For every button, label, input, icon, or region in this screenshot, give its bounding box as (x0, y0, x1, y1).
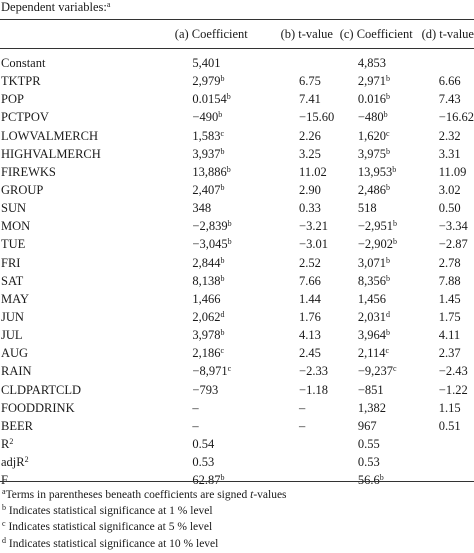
coefficient-c-cell (358, 453, 439, 471)
variable-name: POP (1, 92, 24, 107)
footnote-mark: c (2, 519, 6, 529)
coefficient-a-value: 8,138 (192, 273, 221, 288)
tvalue-b-cell: 1.76 (299, 310, 321, 325)
coefficient-a-value: 2,844 (192, 255, 221, 270)
variable-cell (0, 145, 192, 163)
footnote-text: Terms in parentheses beneath coefficients are signed (5, 489, 251, 501)
coefficient-c-cell (358, 254, 439, 272)
table-row (0, 181, 474, 199)
coefficient-a-value: 0.0154 (192, 92, 227, 107)
coefficient-a-cell (192, 290, 299, 308)
tvalue-b-cell (299, 54, 358, 72)
coefficient-a-significance: b (220, 273, 225, 283)
variable-cell (0, 163, 192, 181)
table-row (0, 235, 474, 253)
coefficient-c-cell (358, 326, 439, 344)
coefficient-a-value: 1,466 (192, 291, 221, 306)
coefficient-a-significance: b (227, 219, 232, 229)
variable-name: HIGHVALMERCH (1, 146, 101, 161)
header-rule (0, 48, 474, 49)
variable-cell (0, 90, 192, 108)
table-caption (1, 0, 110, 14)
coefficient-a-value: 348 (192, 201, 212, 216)
tvalue-b-cell: 2.52 (299, 255, 321, 270)
variable-name: CLDPARTCLD (1, 382, 82, 397)
coefficient-c-value: −2,902 (357, 237, 394, 252)
coefficient-a-value: 2,186 (192, 346, 221, 361)
coefficient-a-cell (192, 453, 299, 471)
coefficient-a-value: 2,979 (192, 74, 221, 89)
results-table (0, 54, 474, 489)
coefficient-a-value: – (192, 400, 199, 415)
caption-text: Dependent variables: (1, 0, 107, 14)
tvalue-d-cell: 2.78 (438, 255, 461, 270)
coefficient-a-cell (192, 235, 299, 253)
tvalue-b-cell: 3.25 (299, 146, 321, 161)
coefficient-c-cell (358, 344, 439, 362)
coefficient-c-value: 2,971 (357, 74, 386, 89)
coefficient-a-significance: b (226, 164, 231, 174)
coefficient-a-cell (192, 108, 299, 126)
footnote (2, 536, 287, 552)
tvalue-b-cell: 0.33 (299, 201, 321, 216)
coefficient-c-value: 967 (357, 418, 377, 433)
tvalue-b-cell: – (299, 418, 306, 433)
coefficient-a-cell (192, 163, 299, 181)
coefficient-a-significance: b (220, 74, 225, 84)
coefficient-c-value: −9,237 (357, 364, 394, 379)
caption-footnote-mark: a (106, 0, 111, 9)
tvalue-d-cell: −2.43 (438, 364, 468, 379)
coefficient-c-significance: b (385, 146, 390, 156)
variable-cell (0, 54, 192, 72)
header-tvalue-b: (b) t-value (280, 27, 333, 42)
tvalue-d-cell: 3.02 (438, 183, 461, 198)
tvalue-d-cell: 4.11 (438, 328, 461, 343)
tvalue-b-cell: 2.45 (299, 346, 321, 361)
variable-name: FIREWKS (1, 164, 56, 179)
coefficient-c-significance: b (379, 473, 384, 483)
coefficient-a-significance: b (220, 183, 225, 193)
tvalue-b-cell (299, 453, 358, 471)
coefficient-a-cell (192, 90, 299, 108)
coefficient-c-value: −851 (357, 382, 384, 397)
tvalue-d-cell: 1.45 (438, 291, 461, 306)
tvalue-d-cell: −2.87 (438, 237, 468, 252)
coefficient-a-significance: b (220, 146, 225, 156)
coefficient-a-significance: c (220, 346, 225, 356)
variable-cell (0, 217, 192, 235)
variable-cell (0, 235, 192, 253)
variable-cell (0, 308, 192, 326)
table-row (0, 435, 474, 453)
tvalue-d-cell: 7.43 (438, 92, 461, 107)
variable-superscript: 2 (24, 455, 29, 465)
header-variable (0, 25, 175, 43)
coefficient-a-value: −3,045 (192, 237, 228, 252)
coefficient-c-value: −2,951 (357, 219, 394, 234)
variable-name: F (1, 473, 8, 488)
variable-cell (0, 272, 192, 290)
footnote-text: Indicates statistical significance at 10 % level (6, 537, 219, 550)
coefficient-c-value: 8,356 (357, 273, 386, 288)
coefficient-a-value: −8,971 (192, 364, 228, 379)
coefficient-c-cell (358, 127, 439, 145)
variable-cell (0, 344, 192, 362)
tvalue-d-cell: −1.22 (438, 382, 468, 397)
tvalue-b-cell: 7.66 (299, 273, 321, 288)
coefficient-a-significance: b (218, 110, 223, 120)
tvalue-b-cell: −2.33 (299, 364, 328, 379)
coefficient-a-cell (192, 326, 299, 344)
footnote-text: Indicates statistical significance at 1 % level (6, 505, 213, 518)
coefficient-a-significance: b (227, 237, 232, 247)
coefficient-a-cell (192, 254, 299, 272)
coefficient-c-significance: c (393, 364, 397, 374)
tvalue-d-cell: 1.75 (438, 310, 461, 325)
coefficient-c-value: 2,114 (357, 346, 386, 361)
coefficient-a-cell (192, 362, 299, 380)
coefficient-a-value: 3,937 (192, 146, 221, 161)
coefficient-c-value: 3,071 (357, 255, 386, 270)
coefficient-c-value: 2,486 (357, 183, 386, 198)
coefficient-c-significance: b (385, 255, 390, 265)
variable-name: LOWVALMERCH (1, 128, 98, 143)
tvalue-b-cell: 2.26 (299, 128, 321, 143)
coefficient-c-significance: b (393, 219, 398, 229)
coefficient-c-significance: b (392, 164, 397, 174)
variable-cell (0, 72, 192, 90)
variable-cell (0, 453, 192, 471)
coefficient-c-significance: b (385, 74, 390, 84)
table-row (0, 399, 474, 417)
coefficient-a-cell (192, 344, 299, 362)
variable-name: Constant (1, 56, 46, 71)
coefficient-a-significance: c (227, 364, 232, 374)
variable-cell (0, 127, 192, 145)
results-table-body (0, 54, 474, 489)
coefficient-c-significance: b (393, 237, 398, 247)
footnote-mark: b (2, 503, 6, 513)
coefficient-a-value: 1,583 (192, 128, 221, 143)
variable-cell (0, 254, 192, 272)
table-row (0, 145, 474, 163)
header-table (0, 25, 474, 43)
footnote-tail: -values (253, 489, 287, 501)
table-row (0, 417, 474, 435)
table-row (0, 163, 474, 181)
top-rule (0, 19, 474, 20)
table-row (0, 272, 474, 290)
table-row (0, 453, 474, 471)
coefficient-a-significance: c (220, 128, 225, 138)
coefficient-c-cell (358, 308, 439, 326)
tvalue-b-cell: 7.41 (299, 92, 321, 107)
variable-cell (0, 435, 192, 453)
coefficient-c-cell (358, 54, 439, 72)
variable-name: MON (1, 219, 31, 234)
coefficient-c-significance: b (385, 92, 390, 102)
variable-cell (0, 199, 192, 217)
variable-name: PCTPOV (1, 110, 49, 125)
tvalue-d-cell: −3.34 (438, 219, 468, 234)
variable-cell (0, 181, 192, 199)
variable-name: AUG (1, 346, 29, 361)
coefficient-c-cell (358, 235, 439, 253)
coefficient-c-value: −480 (357, 110, 384, 125)
coefficient-c-significance: b (383, 110, 388, 120)
coefficient-c-cell (358, 435, 439, 453)
footnote-mark: d (2, 535, 6, 545)
variable-name: JUL (1, 328, 23, 343)
coefficient-c-cell (358, 399, 439, 417)
coefficient-c-value: 3,964 (357, 328, 386, 343)
coefficient-a-cell (192, 127, 299, 145)
coefficient-a-cell (192, 417, 299, 435)
tvalue-b-cell: −1.18 (299, 382, 328, 397)
tvalue-d-cell: 0.51 (438, 418, 461, 433)
coefficient-a-value: 5,401 (192, 56, 221, 71)
coefficient-c-value: 4,853 (357, 56, 386, 71)
tvalue-d-cell: 2.32 (438, 128, 461, 143)
bottom-rule (0, 481, 474, 482)
coefficient-c-cell (358, 108, 439, 126)
variable-name: RAIN (1, 364, 32, 379)
variable-cell (0, 362, 192, 380)
tvalue-d-cell (439, 435, 474, 453)
tvalue-d-cell: 11.09 (438, 164, 467, 179)
coefficient-c-cell (358, 181, 439, 199)
variable-name: FOODDRINK (1, 400, 75, 415)
coefficient-a-value: −490 (192, 110, 219, 125)
variable-name: SAT (1, 273, 24, 288)
coefficient-a-cell (192, 54, 299, 72)
coefficient-a-cell (192, 308, 299, 326)
coefficient-c-significance: b (385, 273, 390, 283)
coefficient-a-value: −793 (192, 382, 219, 397)
table-row (0, 326, 474, 344)
tvalue-d-cell: −16.62 (438, 110, 474, 125)
tvalue-d-cell (439, 453, 474, 471)
coefficient-c-cell (358, 163, 439, 181)
coefficient-c-value: 518 (357, 201, 377, 216)
coefficient-a-significance: d (220, 310, 225, 320)
variable-cell (0, 399, 192, 417)
coefficient-a-value: 13,886 (192, 164, 227, 179)
coefficient-c-cell (358, 362, 439, 380)
variable-superscript: 2 (9, 437, 14, 447)
variable-name: TKTPR (1, 74, 41, 89)
coefficient-a-significance: b (220, 473, 225, 483)
coefficient-c-cell (358, 290, 439, 308)
variable-name: MAY (1, 291, 30, 306)
coefficient-a-cell (192, 381, 299, 399)
tvalue-d-cell: 7.88 (438, 273, 461, 288)
coefficient-c-significance: d (385, 310, 390, 320)
coefficient-c-value: 1,620 (357, 128, 386, 143)
table-row (0, 199, 474, 217)
variable-name: adjR (1, 455, 25, 470)
coefficient-c-value: 0.016 (357, 92, 386, 107)
coefficient-c-cell (358, 199, 439, 217)
header-row (0, 25, 474, 43)
coefficient-a-cell (192, 199, 299, 217)
coefficient-a-value: – (192, 418, 199, 433)
coefficient-c-significance: c (385, 346, 390, 356)
coefficient-c-cell (358, 72, 439, 90)
table-row (0, 217, 474, 235)
variable-name: BEER (1, 418, 33, 433)
coefficient-c-value: 13,953 (357, 164, 393, 179)
footnote-text: Indicates statistical significance at 5 % level (5, 521, 213, 534)
variable-name: TUE (1, 237, 26, 252)
variable-cell (0, 326, 192, 344)
variable-name: SUN (1, 201, 27, 216)
coefficient-c-value: 1,382 (357, 400, 386, 415)
tvalue-b-cell: 11.02 (299, 164, 327, 179)
table-row (0, 72, 474, 90)
variable-name: R (1, 437, 10, 452)
header-coefficient-a: (a) Coefficient (174, 27, 248, 42)
coefficient-c-significance: b (385, 183, 390, 193)
coefficient-a-value: 0.54 (192, 437, 215, 452)
footnote (2, 487, 287, 503)
coefficient-a-significance: b (220, 328, 225, 338)
variable-cell (0, 381, 192, 399)
tvalue-b-cell: 6.75 (299, 74, 321, 89)
coefficient-c-value: 56.6 (357, 473, 380, 488)
table-row (0, 381, 474, 399)
table-notes (2, 487, 287, 552)
tvalue-b-cell: 4.13 (299, 328, 321, 343)
variable-cell (0, 108, 192, 126)
coefficient-c-value: 3,975 (357, 146, 386, 161)
footnote (2, 519, 287, 535)
tvalue-b-cell: −3.01 (299, 237, 328, 252)
coefficient-a-cell (192, 145, 299, 163)
tvalue-b-cell: −15.60 (299, 110, 335, 125)
coefficient-a-cell (192, 72, 299, 90)
coefficient-a-value: −2,839 (192, 219, 228, 234)
variable-cell (0, 290, 192, 308)
coefficient-c-cell (358, 217, 439, 235)
tvalue-b-cell: 2.90 (299, 183, 321, 198)
tvalue-d-cell: 6.66 (438, 74, 461, 89)
coefficient-a-cell (192, 272, 299, 290)
tvalue-d-cell: 0.50 (438, 201, 461, 216)
tvalue-b-cell: −3.21 (299, 219, 328, 234)
table-row (0, 108, 474, 126)
coefficient-c-significance: c (385, 128, 390, 138)
variable-name: FRI (1, 255, 21, 270)
variable-name: GROUP (1, 183, 44, 198)
coefficient-a-cell (192, 435, 299, 453)
coefficient-c-value: 0.53 (357, 455, 380, 470)
coefficient-c-cell (358, 272, 439, 290)
tvalue-b-cell: 1.44 (299, 291, 321, 306)
variable-cell (0, 417, 192, 435)
coefficient-a-significance: b (220, 255, 225, 265)
coefficient-a-value: 0.53 (192, 455, 215, 470)
coefficient-a-value: 2,407 (192, 183, 221, 198)
coefficient-c-cell (358, 381, 439, 399)
tvalue-b-cell (299, 435, 358, 453)
variable-name: JUN (1, 310, 24, 325)
coefficient-c-value: 2,031 (357, 310, 386, 325)
table-row (0, 254, 474, 272)
coefficient-c-value: 1,456 (357, 291, 386, 306)
coefficient-a-value: 2,062 (192, 310, 221, 325)
coefficient-a-value: 62.87 (192, 473, 221, 488)
table-row (0, 308, 474, 326)
header-tvalue-d: (d) t-value (421, 27, 474, 42)
table-row (0, 90, 474, 108)
coefficient-a-value: 3,978 (192, 328, 221, 343)
tvalue-d-cell (439, 54, 474, 72)
table-row (0, 54, 474, 72)
tvalue-d-cell: 2.37 (438, 346, 461, 361)
footnote (2, 503, 287, 519)
coefficient-c-value: 0.55 (357, 437, 380, 452)
footnote-italic: t (250, 489, 254, 501)
table-row (0, 127, 474, 145)
table-row (0, 290, 474, 308)
coefficient-c-cell (358, 145, 439, 163)
table-row (0, 344, 474, 362)
tvalue-b-cell: – (299, 400, 306, 415)
footnote-mark: a (2, 487, 6, 496)
coefficient-a-cell (192, 217, 299, 235)
coefficient-c-cell (358, 417, 439, 435)
table-row (0, 362, 474, 380)
coefficient-c-cell (358, 90, 439, 108)
tvalue-d-cell: 3.31 (438, 146, 461, 161)
header-coefficient-c: (c) Coefficient (339, 27, 413, 42)
coefficient-c-significance: b (385, 328, 390, 338)
tvalue-d-cell: 1.15 (438, 400, 461, 415)
coefficient-a-significance: b (226, 92, 231, 102)
coefficient-a-cell (192, 399, 299, 417)
coefficient-a-cell (192, 181, 299, 199)
